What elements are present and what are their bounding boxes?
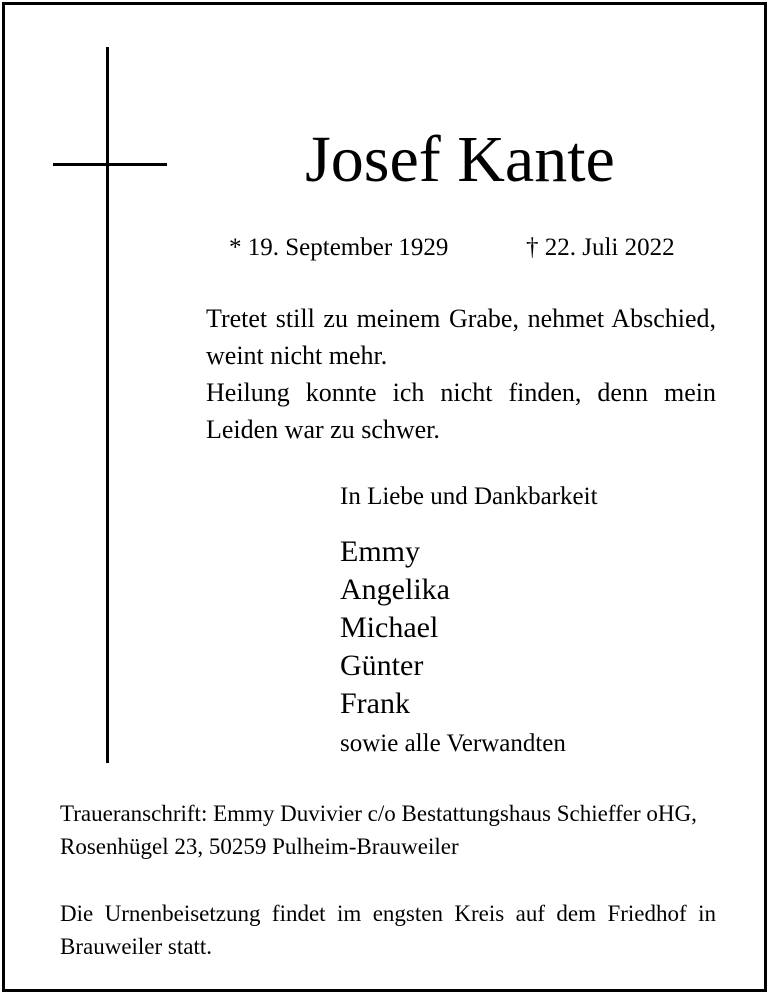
dedication-text: In Liebe und Dankbarkeit [340,483,598,510]
mourner-name: Michael [340,611,439,644]
mourner-name: Angelika [340,573,450,606]
mourner-name: Günter [340,649,424,682]
birth-date: * 19. September 1929 [229,234,449,261]
memorial-verse [206,300,716,448]
mourning-address: Traueranschrift: Emmy Duvivier c/o Bestattungshaus Schieffer oHG, Rosenhügel 23, 50259 Pulheim-Brauweiler [60,801,697,859]
mourner-name: Frank [340,687,410,720]
burial-notice: Die Urnenbeisetzung findet im engsten Kreis auf dem Friedhof in Brauweiler statt. [60,901,716,959]
deceased-name: Josef Kante [305,123,615,196]
relatives-text: sowie alle Verwandten [340,730,566,757]
mourner-names [340,533,450,723]
death-date: † 22. Juli 2022 [526,234,675,261]
mourner-name: Emmy [340,535,420,568]
verse-line: Tretet still zu meinem Grabe, nehmet Abschied, weint nicht mehr. [206,304,716,370]
verse-line: Heilung konnte ich nicht finden, denn mein Leiden war zu schwer. [206,378,716,444]
